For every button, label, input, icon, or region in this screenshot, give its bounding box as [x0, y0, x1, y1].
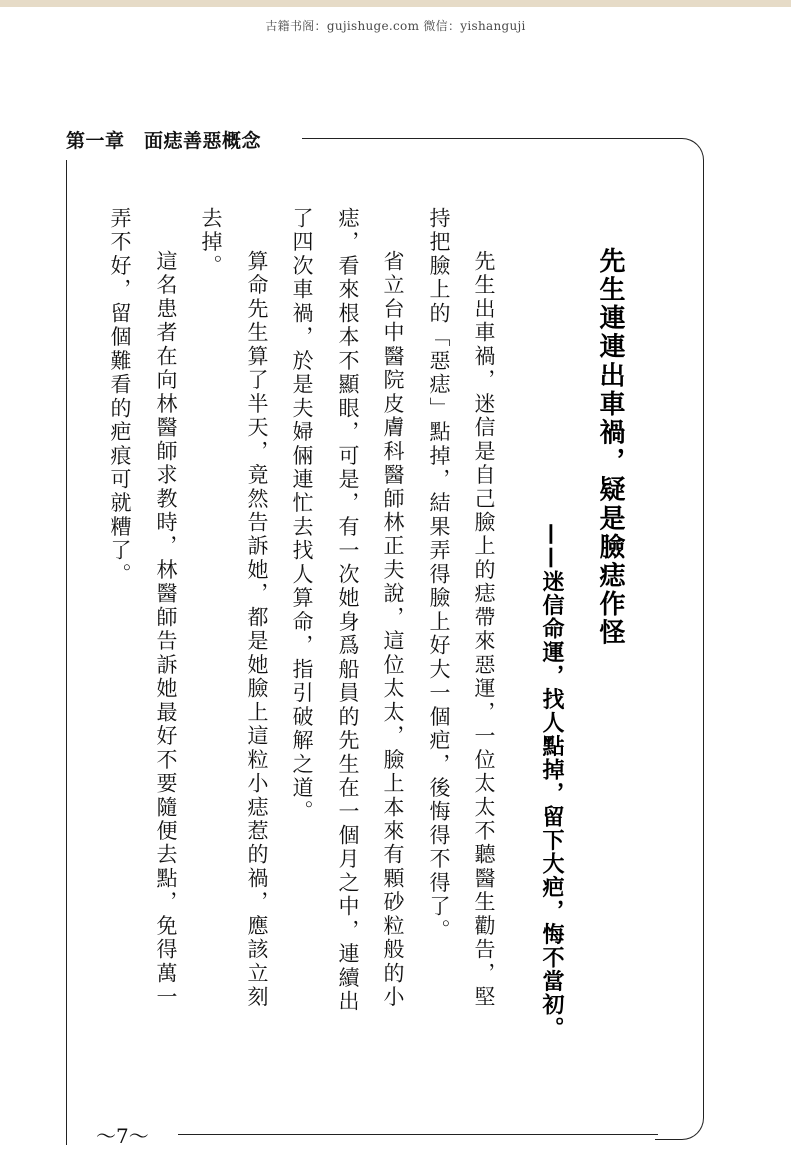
watermark: 古籍书阁：gujishuge.com 微信：yishanguji: [265, 19, 526, 33]
top-border: [0, 0, 791, 7]
page-number: ～7～: [96, 1124, 149, 1148]
body-column: 去掉。: [199, 207, 223, 279]
body-column: 了四次車禍，於是夫婦倆連忙去找人算命，指引破解之道。: [290, 207, 314, 824]
body-column: 算命先生算了半天，竟然告訴她，都是她臉上這粒小痣惹的禍，應該立刻: [245, 250, 269, 1010]
body-column: 這名患者在向林醫師求教時，林醫師告訴她最好不要隨便去點，免得萬一: [154, 250, 178, 1010]
article-title: 先生連連出車禍，疑是臉痣作怪: [595, 247, 625, 648]
bottom-rule: [178, 1134, 658, 1135]
chapter-heading: 第一章 面痣善惡概念: [66, 130, 262, 152]
body-column: 省立台中醫院皮膚科醫師林正夫說，這位太太，臉上本來有顆砂粒般的小: [381, 250, 405, 1010]
body-column: 痣，看來根本不顯眼，可是，有一次她身爲船員的先生在一個月之中，連續出: [336, 207, 360, 1014]
body-column: 先生出車禍，迷信是自己臉上的痣帶來惡運，一位太太不聽醫生勸告，堅: [472, 250, 496, 1010]
body-column: 弄不好，留個難看的疤痕可就糟了。: [108, 207, 132, 587]
page-frame-left: [66, 160, 67, 1145]
chapter-rule: [302, 138, 682, 139]
body-column: 持把臉上的「惡痣」點掉，結果弄得臉上好大一個疤，後悔得不得了。: [427, 207, 451, 943]
page-frame: [655, 138, 704, 1140]
article-subtitle: ——迷信命運，找人點掉，留下大疤，悔不當初。: [539, 523, 564, 1040]
